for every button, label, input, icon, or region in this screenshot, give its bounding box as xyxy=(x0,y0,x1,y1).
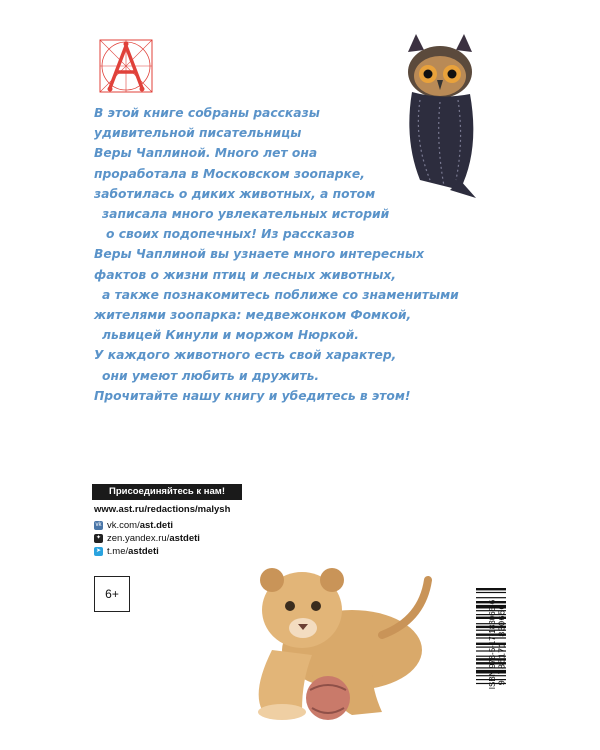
social-link-telegram[interactable] xyxy=(94,546,159,557)
blurb-line: они умеют любить и дружить. xyxy=(102,368,320,383)
blurb-line: о своих подопечных! Из рассказов xyxy=(106,227,355,242)
blurb-line: заботилась о диких животных, а потом xyxy=(94,186,376,201)
barcode-digits: 9 785171 830656 xyxy=(497,604,508,686)
social-link-zen[interactable] xyxy=(94,533,200,544)
publisher-logo-icon xyxy=(96,36,156,96)
publisher-site-link[interactable]: www.ast.ru/redactions/malysh xyxy=(94,504,231,515)
blurb-line: Веры Чаплиной вы узнаете много интересных xyxy=(94,247,425,262)
social-prefix: zen.yandex.ru/ xyxy=(107,533,170,544)
telegram-icon: ➤ xyxy=(95,548,102,554)
blurb-line: записала много увлекательных историй xyxy=(102,207,390,222)
blurb-line: львицей Кинули и моржом Нюркой. xyxy=(102,328,359,343)
blurb-line: жителями зоопарка: медвежонком Фомкой, xyxy=(94,308,412,323)
blurb-line: Прочитайте нашу книгу и убедитесь в этом! xyxy=(94,388,411,403)
age-rating-badge: 6+ xyxy=(94,576,130,612)
social-link-vk[interactable] xyxy=(94,520,173,531)
blurb-line: фактов о жизни птиц и лесных животных, xyxy=(94,267,397,282)
back-cover-blurb xyxy=(94,103,474,406)
blurb-line: проработала в Московском зоопарке, xyxy=(94,166,365,181)
blurb-line: удивительной писательницы xyxy=(94,126,302,141)
zen-icon: ✦ xyxy=(95,535,102,541)
blurb-line: Веры Чаплиной. Много лет она xyxy=(94,146,318,161)
blurb-line: В этой книге собраны рассказы xyxy=(94,106,320,120)
social-prefix: t.me/ xyxy=(107,546,129,557)
social-prefix: vk.com/ xyxy=(107,520,140,531)
social-handle: astdeti xyxy=(128,546,159,557)
blurb-line: а также познакомитесь поближе со знаменитыми xyxy=(102,287,459,302)
lion-cub-illustration-icon xyxy=(232,540,432,730)
social-handle: astdeti xyxy=(169,533,200,544)
social-handle: ast.deti xyxy=(139,520,173,531)
vk-icon: vk xyxy=(95,522,102,528)
join-us-banner: Присоединяйтесь к нам! xyxy=(92,484,242,500)
blurb-line: У каждого животного есть свой характер, xyxy=(94,348,397,363)
